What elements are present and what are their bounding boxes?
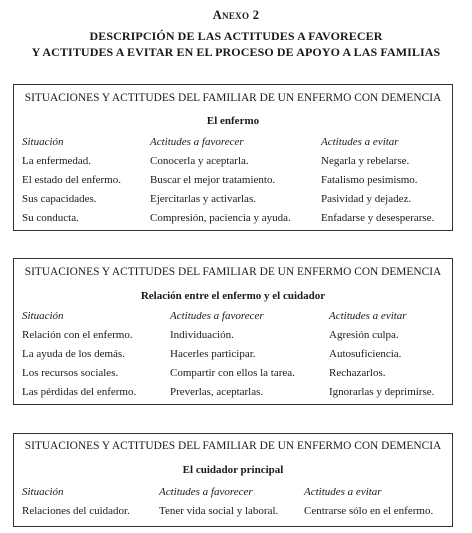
- table-cell: El estado del enfermo.: [22, 174, 121, 186]
- section-box-relacion: [13, 258, 453, 405]
- column-header: Situación: [22, 136, 64, 148]
- section-subheading: El enfermo: [206, 115, 260, 127]
- table-cell: Enfadarse y desesperarse.: [321, 212, 435, 224]
- table-cell: Compartir con ellos la tarea.: [170, 367, 295, 379]
- table-cell: Ignorarlas y deprimirse.: [329, 386, 435, 398]
- section-heading: SITUACIONES Y ACTITUDES DEL FAMILIAR DE UN ENFERMO CON DEMENCIA: [24, 266, 442, 278]
- section-box-enfermo: [13, 84, 453, 231]
- table-cell: Fatalismo pesimismo.: [321, 174, 418, 186]
- table-cell: Los recursos sociales.: [22, 367, 119, 379]
- table-cell: Buscar el mejor tratamiento.: [150, 174, 276, 186]
- table-cell: Ejercitarlas y activarlas.: [150, 193, 256, 205]
- table-cell: Agresión culpa.: [329, 329, 399, 341]
- column-header: Actitudes a favorecer: [150, 136, 244, 148]
- column-header: Situación: [22, 486, 64, 498]
- table-cell: Relaciones del cuidador.: [22, 505, 130, 517]
- table-cell: Relación con el enfermo.: [22, 329, 133, 341]
- document-title-line-2: Y ACTITUDES A EVITAR EN EL PROCESO DE APOYO A LAS FAMILIAS: [31, 45, 441, 59]
- column-header: Actitudes a favorecer: [170, 310, 264, 322]
- column-header: Actitudes a evitar: [321, 136, 399, 148]
- table-cell: Conocerla y aceptarla.: [150, 155, 249, 167]
- table-cell: Hacerles participar.: [170, 348, 256, 360]
- table-cell: Individuación.: [170, 329, 234, 341]
- table-cell: Las pérdidas del enfermo.: [22, 386, 137, 398]
- document-title-line-1: DESCRIPCIÓN DE LAS ACTITUDES A FAVORECER: [89, 29, 383, 43]
- table-cell: Rechazarlos.: [329, 367, 386, 379]
- column-header: Situación: [22, 310, 64, 322]
- table-cell: Autosuficiencia.: [329, 348, 402, 360]
- table-cell: Sus capacidades.: [22, 193, 97, 205]
- table-cell: La enfermedad.: [22, 155, 92, 167]
- section-box-cuidador: [13, 433, 453, 527]
- section-heading: SITUACIONES Y ACTITUDES DEL FAMILIAR DE UN ENFERMO CON DEMENCIA: [24, 440, 442, 452]
- column-header: Actitudes a evitar: [329, 310, 407, 322]
- table-cell: La ayuda de los demás.: [22, 348, 125, 360]
- section-subheading: Relación entre el enfermo y el cuidador: [140, 290, 326, 302]
- table-cell: Preverlas, aceptarlas.: [170, 386, 264, 398]
- table-cell: Pasividad y dejadez.: [321, 193, 412, 205]
- table-cell: Centrarse sólo en el enfermo.: [304, 505, 434, 517]
- annex-label: Anexo 2: [212, 8, 260, 22]
- section-heading: SITUACIONES Y ACTITUDES DEL FAMILIAR DE UN ENFERMO CON DEMENCIA: [24, 92, 442, 104]
- table-cell: Su conducta.: [22, 212, 79, 224]
- column-header: Actitudes a evitar: [304, 486, 382, 498]
- table-cell: Tener vida social y laboral.: [159, 505, 279, 517]
- section-subheading: El cuidador principal: [182, 464, 284, 476]
- table-cell: Negarla y rebelarse.: [321, 155, 410, 167]
- table-cell: Compresión, paciencia y ayuda.: [150, 212, 291, 224]
- column-header: Actitudes a favorecer: [159, 486, 253, 498]
